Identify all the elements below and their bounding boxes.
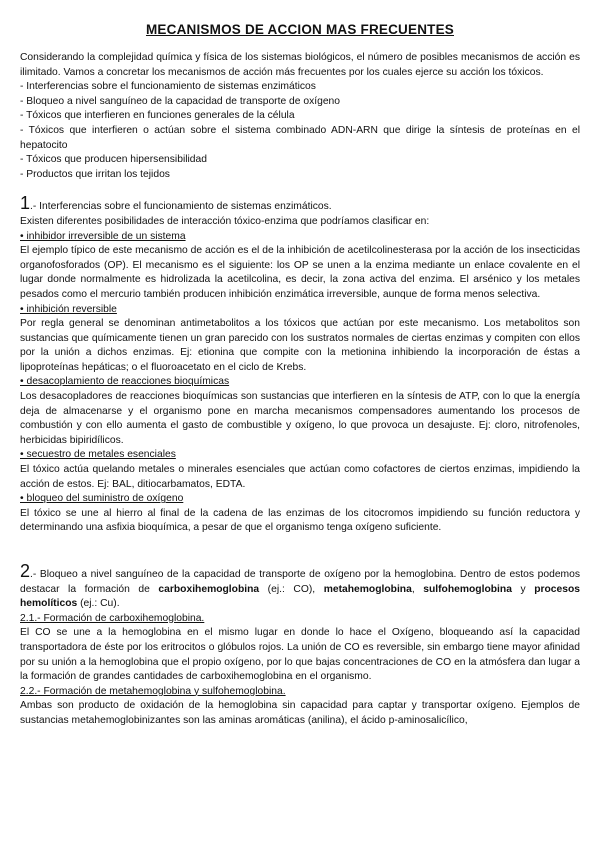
section-2 [20, 561, 580, 729]
list-item: - Bloqueo a nivel sanguíneo de la capacidad de transporte de oxígeno [20, 95, 341, 107]
section-1-heading: 1.- Interferencias sobre el funcionamiento de sistemas enzimáticos. [20, 193, 332, 214]
intro-paragraph: Considerando la complejidad química y física de los sistemas biológicos, el número de posibles mecanismos de acción es ilimitado. Vamos a concretar los mecanismos de acción más frecuentes por los cuales ejerce su acción los tóxicos. [20, 52, 580, 78]
list-item: - Tóxicos que interfieren en funciones generales de la célula [20, 110, 295, 122]
subsection-title: 2.2.- Formación de metahemoglobina y sulfohemoglobina. [20, 685, 286, 697]
subsection-text: Por regla general se denominan antimetabolitos a los tóxicos que actúan por este mecanismo. Los metabolitos son sustancias que químicamente tienen un gran parecido con los sustratos normales de ciertas enzimas y compiten con ellos por la unión a dichos enzimas. Ej: etionina que compite con la metionina inhibiendo la incorporación de éstas a lipoproteínas hepáticas; o el fluoroacetato en el ciclo de Krebs. [20, 318, 580, 373]
list-item: - Productos que irritan los tejidos [20, 168, 170, 180]
subsection-text: El ejemplo típico de este mecanismo de acción es el de la inhibición de acetilcolinesterasa por la acción de los insecticidas organofosforados (OP). El mecanismo es el siguiente: los OP se unen a la enzima mediante un enlace covalente en el lugar donde normalmente es hidrolizada la acetilcolina, es decir, la zona activa del enzima. El arsénico y los metales pesados como el mercurio también producen inhibición enzimática irreversible, aunque de forma menos selectiva. [20, 245, 580, 300]
section-1-intro: Existen diferentes posibilidades de interacción tóxico-enzima que podríamos clasificar en: [20, 215, 430, 227]
subsection-title: • inhibición reversible [20, 303, 117, 315]
subsection-title: • secuestro de metales esenciales [20, 449, 176, 461]
subsection-text: El tóxico se une al hierro al final de la cadena de las enzimas de los citocromos impidiendo su función reductora y determinando una asfixia bioquímica, a pesar de que el organismo tenga oxígeno suficiente. [20, 507, 580, 534]
subsection-text: El tóxico actúa quelando metales o minerales esenciales que actúan como cofactores de ciertos enzimas, impidiendo la acción de estos. Ej: BAL, ditiocarbamatos, EDTA. [20, 464, 580, 490]
mechanism-list [20, 80, 580, 182]
subsection-text: El CO se une a la hemoglobina en el mismo lugar en donde lo hace el Oxígeno, bloqueando así la capacidad transportadora de éste por los eritrocitos o glóbulos rojos. La unión de CO es reversible, sin embargo tiene mayor afinidad por su unión a la hemoglobina que el propio oxígeno, por lo que bajas concentraciones de CO en la atmósfera dan lugar a la formación de grandes cantidades de carboxihemoglobina en el organismo. [20, 627, 580, 683]
list-item: - Tóxicos que producen hipersensibilidad [20, 154, 207, 166]
list-item: - Interferencias sobre el funcionamiento de sistemas enzimáticos [20, 81, 316, 93]
section-number: 1 [20, 193, 31, 214]
subsection-text: Ambas son producto de oxidación de la hemoglobina sin capacidad para captar y transportar oxígeno. Ejemplos de sustancias metahemoglobinizantes son las aminas aromáticas (anilina), el ácido p-aminosalicílico, [20, 700, 580, 726]
subsection-text: Los desacopladores de reacciones bioquímicas son sustancias que interfieren en la síntesis de ATP, con lo que la energía deja de almacenarse y el organismo pone en marcha mecanismos compensadores aumentando los procesos de combustión y con ello aumenta el gasto de combustible y oxígeno, lo que provoca un desajuste. Ej: cloro, nitrofenoles, herbicidas bipiridílicos. [20, 391, 580, 446]
page-title: MECANISMOS DE ACCION MAS FRECUENTES [145, 22, 454, 37]
list-item: - Tóxicos que interfieren o actúan sobre el sistema combinado ADN-ARN que dirige la síntesis de proteínas en el hepatocito [20, 124, 580, 151]
section-1 [20, 193, 580, 536]
subsection-title: 2.1.- Formación de carboxihemoglobina. [20, 612, 205, 624]
subsection-title: • bloqueo del suministro de oxígeno [20, 493, 184, 505]
section-number: 2 [20, 561, 31, 581]
subsection-title: • desacoplamiento de reacciones bioquímicas [20, 376, 230, 388]
section-2-heading: 2.- Bloqueo a nivel sanguíneo de la capacidad de transporte de oxígeno por la hemoglobina. Dentro de estos podemos destacar la formación de carboxihemoglobina (ej.: CO), metahemoglobina, sulfohemoglobina y procesos hemolíticos (ej.: Cu). [20, 561, 580, 610]
subsection-title: • inhibidor irreversible de un sistema [20, 230, 186, 242]
